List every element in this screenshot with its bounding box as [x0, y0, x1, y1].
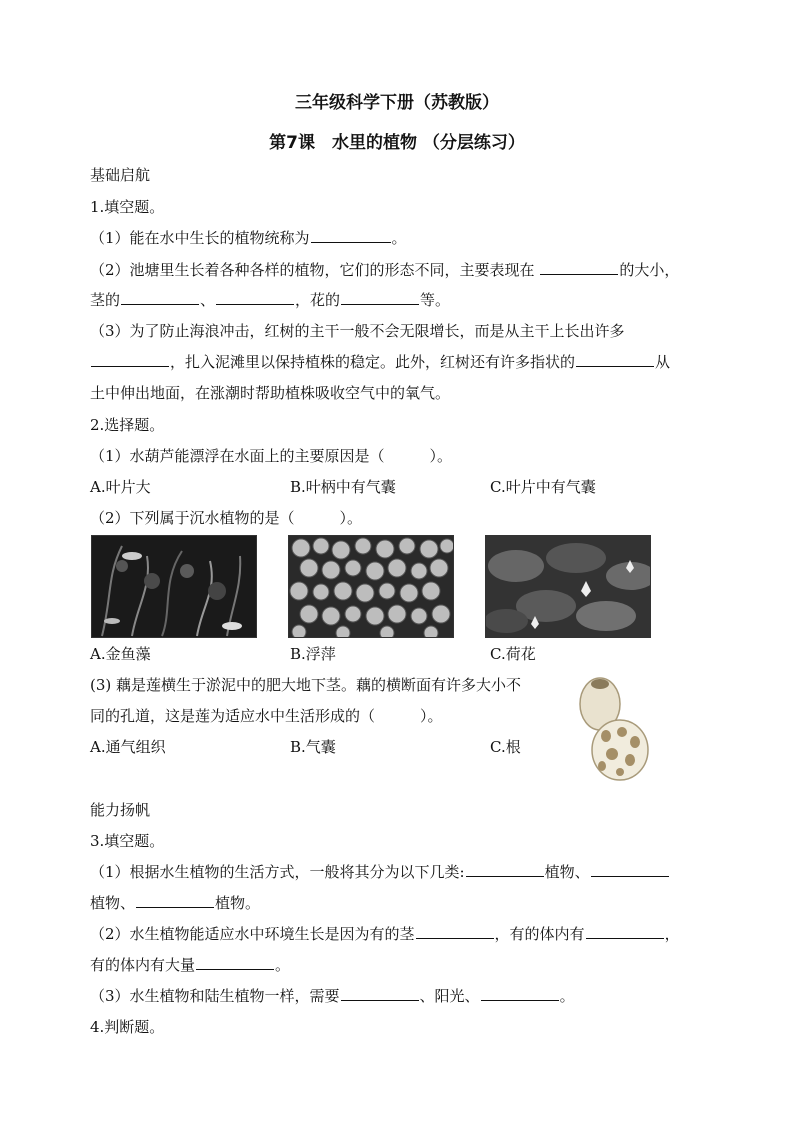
q2-3-line1: (3) 藕是莲横生于淤泥中的肥大地下茎。藕的横断面有许多大小不 — [90, 676, 522, 694]
answer-blank[interactable] — [466, 862, 544, 877]
q2-2-option-a[interactable]: A.金鱼藻 — [90, 645, 151, 663]
answer-blank[interactable] — [311, 228, 391, 243]
q2-1-option-a[interactable]: A.叶片大 — [90, 478, 151, 496]
answer-blank[interactable] — [416, 924, 494, 939]
q2-1: （1）水葫芦能漂浮在水面上的主要原因是（ ）。 — [90, 447, 453, 465]
answer-blank[interactable] — [216, 290, 294, 305]
q3-heading: 3.填空题。 — [90, 832, 165, 850]
q2-3-line2: 同的孔道，这是莲为适应水中生活形成的（ ）。 — [90, 707, 443, 725]
duckweed-photo — [288, 535, 454, 638]
q2-1-option-b[interactable]: B.叶柄中有气囊 — [290, 478, 396, 496]
q1-3-line2: ，扎入泥滩里以保持植株的稳定。此外，红树还有许多指状的 从 — [90, 352, 670, 372]
q3-2-line2: 有的体内有大量 。 — [90, 956, 291, 974]
q2-2-option-c[interactable]: C.荷花 — [490, 645, 536, 663]
q1-3-line3: 土中伸出地面，在涨潮时帮助植株吸收空气中的氧气。 — [90, 384, 451, 402]
q3-1-line2: 植物、 植物。 — [90, 894, 261, 912]
q4-heading: 4.判断题。 — [90, 1018, 165, 1036]
section-advanced: 能力扬帆 — [90, 801, 151, 819]
worksheet-title: 三年级科学下册（苏教版） — [295, 93, 499, 113]
lesson-subtitle: 第7课 水里的植物 （分层练习） — [269, 133, 525, 153]
answer-blank[interactable] — [591, 862, 669, 877]
answer-blank[interactable] — [586, 924, 664, 939]
answer-blank[interactable] — [136, 893, 214, 908]
q2-3-option-a[interactable]: A.通气组织 — [90, 738, 166, 756]
q1-1: （1）能在水中生长的植物统称为 。 — [90, 229, 407, 247]
lotus-photo — [485, 535, 651, 638]
q1-heading: 1.填空题。 — [90, 198, 165, 216]
q2-2: （2）下列属于沉水植物的是（ ）。 — [90, 509, 363, 527]
answer-blank[interactable] — [576, 352, 654, 367]
q1-2-line1: （2）池塘里生长着各种各样的植物，它们的形态不同，主要表现在 的大小， — [90, 261, 680, 279]
q2-3-option-c[interactable]: C.根 — [490, 738, 521, 756]
q2-heading: 2.选择题。 — [90, 416, 165, 434]
answer-blank[interactable] — [91, 352, 169, 367]
answer-blank[interactable] — [341, 290, 419, 305]
q2-3-option-b[interactable]: B.气囊 — [290, 738, 336, 756]
goldfish-weed-photo — [91, 535, 257, 638]
answer-blank[interactable] — [121, 290, 199, 305]
answer-blank[interactable] — [196, 955, 274, 970]
q2-1-option-c[interactable]: C.叶片中有气囊 — [490, 478, 596, 496]
section-basic: 基础启航 — [90, 166, 151, 184]
answer-blank[interactable] — [481, 986, 559, 1001]
q2-2-option-b[interactable]: B.浮萍 — [290, 645, 336, 663]
q3-1-line1: （1）根据水生植物的生活方式，一般将其分为以下几类: 植物、 — [90, 862, 670, 882]
answer-blank[interactable] — [540, 260, 618, 275]
q1-2-line2: 茎的 、 ，花的 等。 — [90, 291, 451, 309]
q1-3-line1: （3）为了防止海浪冲击，红树的主干一般不会无限增长，而是从主干上长出许多 — [90, 322, 625, 340]
q3-2-line1: （2）水生植物能适应水中环境生长是因为有的茎 ，有的体内有 ， — [90, 925, 680, 943]
answer-blank[interactable] — [341, 986, 419, 1001]
lotus-root-photo — [572, 672, 652, 782]
q3-3: （3）水生植物和陆生植物一样，需要 、阳光、 。 — [90, 987, 575, 1005]
